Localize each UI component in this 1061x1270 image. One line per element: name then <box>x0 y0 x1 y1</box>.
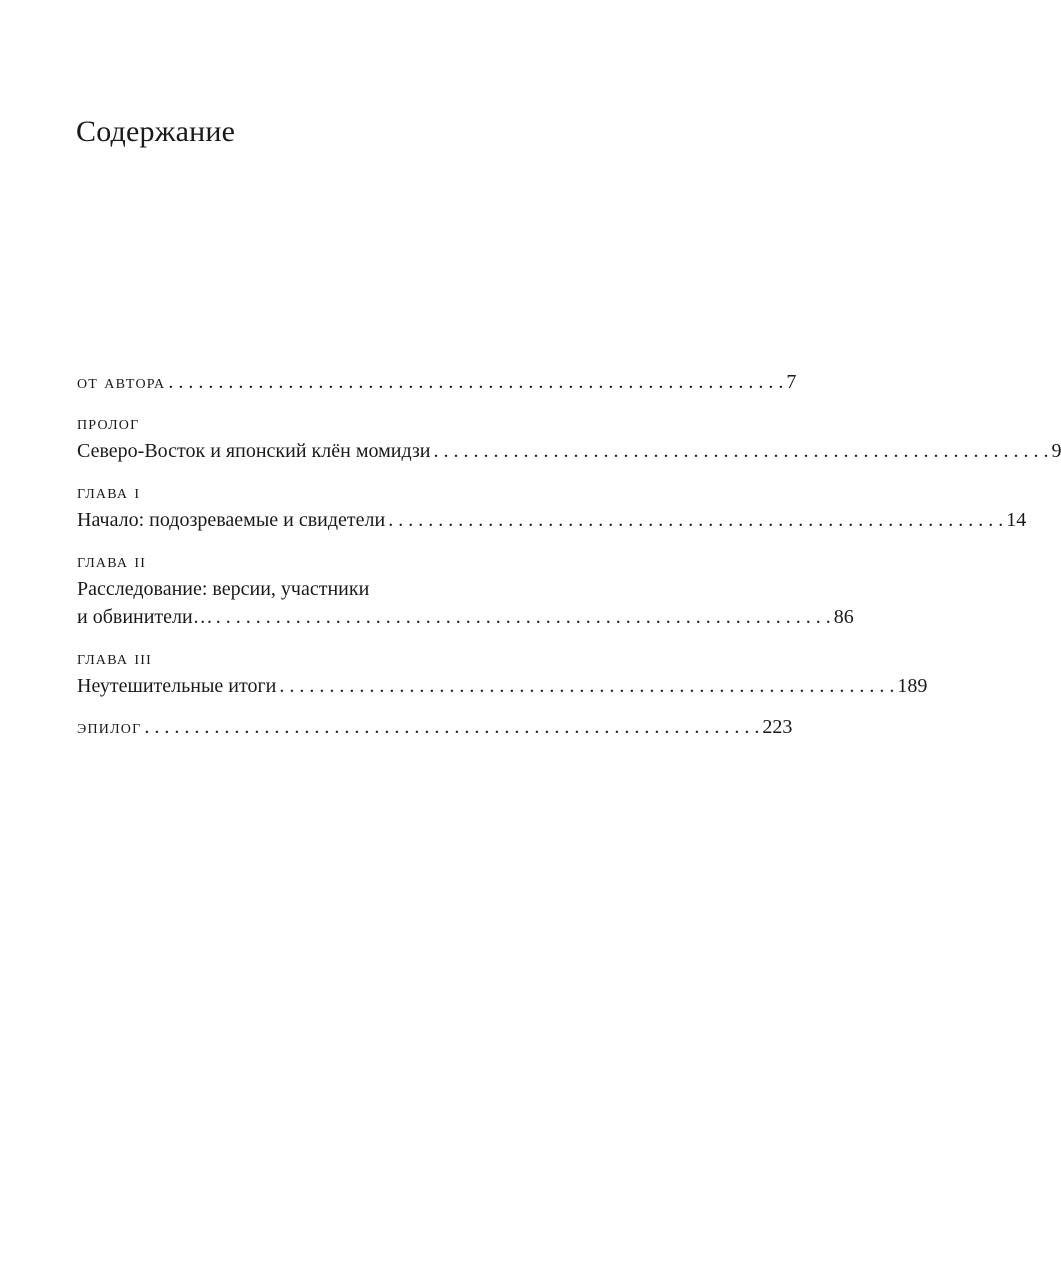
toc-entry[interactable] <box>77 368 797 396</box>
toc-section-heading: глава i <box>77 481 141 503</box>
toc-entry-title: Неутешительные итоги <box>77 675 277 697</box>
table-of-contents <box>77 368 1061 741</box>
toc-entry[interactable] <box>77 506 1027 534</box>
toc-entry-title: Расследование: версии, участники <box>77 578 370 600</box>
toc-page-number: 86 <box>833 606 854 628</box>
dot-leader: . . . . . . . . . . . . . . . . . . . . . . . . . . . . . . . . . . . . . . . . . . . . . . . . . . . . . . . . . . . . . . <box>215 606 831 628</box>
toc-section <box>77 547 854 631</box>
toc-entry-title: и обвинители… <box>77 606 213 628</box>
toc-section <box>77 478 1027 534</box>
toc-entry[interactable] <box>77 575 608 603</box>
toc-page-number: 189 <box>897 675 928 697</box>
toc-entry-title: эпилог <box>77 716 142 738</box>
toc-page-number: 9 <box>1051 440 1061 462</box>
dot-leader: . . . . . . . . . . . . . . . . . . . . . . . . . . . . . . . . . . . . . . . . . . . . . . . . . . . . . . . . . . . . . . <box>279 675 895 697</box>
toc-entry-title: от автора <box>77 371 166 393</box>
toc-section-heading: пролог <box>77 412 140 434</box>
toc-entry-title: Начало: подозреваемые и свидетели <box>77 509 386 531</box>
dot-leader: . . . . . . . . . . . . . . . . . . . . . . . . . . . . . . . . . . . . . . . . . . . . . . . . . . . . . . . . . . . . . . <box>168 371 784 393</box>
toc-section <box>77 644 928 700</box>
toc-section <box>77 368 797 396</box>
dot-leader: . . . . . . . . . . . . . . . . . . . . . . . . . . . . . . . . . . . . . . . . . . . . . . . . . . . . . . . . . . . . . . <box>433 440 1049 462</box>
toc-entry[interactable] <box>77 672 928 700</box>
toc-page-number: 14 <box>1006 509 1027 531</box>
page-title: Содержание <box>76 115 236 148</box>
toc-section-heading: глава iii <box>77 647 152 669</box>
dot-leader: . . . . . . . . . . . . . . . . . . . . . . . . . . . . . . . . . . . . . . . . . . . . . . . . . . . . . . . . . . . . . . <box>388 509 1004 531</box>
toc-entry[interactable] <box>77 713 793 741</box>
toc-section <box>77 713 793 741</box>
toc-page-number: 223 <box>762 716 793 738</box>
toc-entry[interactable] <box>77 603 854 631</box>
toc-entry[interactable] <box>77 437 1061 465</box>
toc-section-heading: глава ii <box>77 550 147 572</box>
toc-page-number: 7 <box>786 371 797 393</box>
toc-section <box>77 409 1061 465</box>
dot-leader: . . . . . . . . . . . . . . . . . . . . . . . . . . . . . . . . . . . . . . . . . . . . . . . . . . . . . . . . . . . . . . <box>144 716 760 738</box>
toc-entry-title: Северо-Восток и японский клён момидзи <box>77 440 431 462</box>
